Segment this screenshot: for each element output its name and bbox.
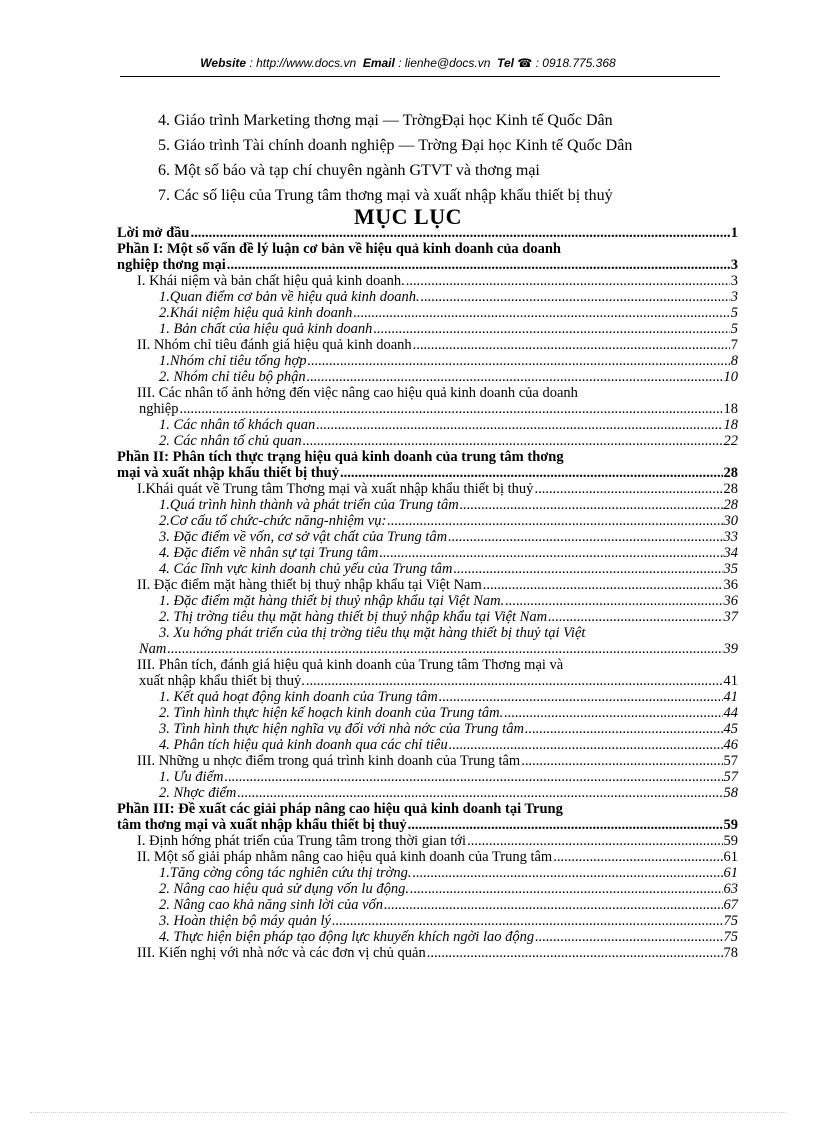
website-value[interactable]: : http://www.docs.vn bbox=[249, 56, 357, 70]
toc-entry[interactable]: 2. Nâng cao khả năng sinh lời của vốn ..... 67 bbox=[117, 897, 738, 913]
email-label: Email bbox=[362, 56, 395, 70]
toc-entry[interactable]: 2.Cơ cấu tổ chức-chức năng-nhiệm vụ: ..... 30 bbox=[117, 513, 738, 529]
toc-entry[interactable]: 1.Nhóm chỉ tiêu tổng hợp ..... 8 bbox=[117, 353, 738, 369]
toc-entry[interactable]: 2. Nâng cao hiệu quả sử dụng vốn lu động. ..... 63 bbox=[117, 881, 738, 897]
toc-entry[interactable]: 1. Ưu điểm ..... 57 bbox=[117, 769, 738, 785]
toc-entry[interactable]: 3. Tình hình thực hiện nghĩa vụ đối với nhà nớc của Trung tâm ..... 45 bbox=[117, 721, 738, 737]
toc-part-heading[interactable]: Phần III: Đề xuất các giải pháp nâng cao hiệu quả kinh doanh tại Trung bbox=[117, 801, 563, 817]
page-header bbox=[0, 56, 816, 70]
toc-entry[interactable]: Lời mở đầu ..... 1 bbox=[117, 225, 738, 241]
toc-entry[interactable]: I. Khái niệm và bản chất hiệu quả kinh doanh. ..... 3 bbox=[117, 273, 738, 289]
toc-entry[interactable]: 3. Hoàn thiện bộ máy quản lý ..... 75 bbox=[117, 913, 738, 929]
toc-entry[interactable]: I.Khái quát về Trung tâm Thơng mại và xuất nhập khẩu thiết bị thuỷ ..... 28 bbox=[117, 481, 738, 497]
toc-part-heading[interactable]: Phần I: Một số vấn đề lý luận cơ bản về hiệu quả kinh doanh của doanh bbox=[117, 241, 561, 257]
toc-entry[interactable]: II. Đặc điểm mặt hàng thiết bị thuỷ nhập khẩu tại Việt Nam ..... 36 bbox=[117, 577, 738, 593]
toc-title: MỤC LỤC bbox=[354, 204, 462, 229]
tel-value: : 0918.775.368 bbox=[535, 56, 616, 70]
toc-entry[interactable]: 2. Nhóm chỉ tiêu bộ phận ..... 10 bbox=[117, 369, 738, 385]
reference-item: 6. Một số báo và tạp chí chuyên ngành GTVT và thơng mại bbox=[158, 162, 540, 179]
toc-entry[interactable]: 1.Quan điểm cơ bản về hiệu quả kinh doanh. ..... 3 bbox=[117, 289, 738, 305]
toc-entry[interactable]: xuất nhập khẩu thiết bị thuỷ. ..... 41 bbox=[117, 673, 738, 689]
toc-entry[interactable]: nghiệp ..... 18 bbox=[117, 401, 738, 417]
toc-entry-line[interactable]: 3. Xu hớng phát triển của thị trờng tiêu thụ mặt hàng thiết bị thuỷ tại Việt bbox=[159, 625, 586, 641]
toc-part-heading[interactable]: Phần II: Phân tích thực trạng hiệu quả kinh doanh của trung tâm thơng bbox=[117, 449, 564, 465]
toc-entry[interactable]: II. Nhóm chỉ tiêu đánh giá hiệu quả kinh doanh ..... 7 bbox=[117, 337, 738, 353]
toc-entry[interactable]: II. Một số giải pháp nhằm nâng cao hiệu quả kinh doanh của Trung tâm ..... 61 bbox=[117, 849, 738, 865]
toc-entry[interactable]: 2. Tình hình thực hiện kế hoạch kinh doanh của Trung tâm. ..... 44 bbox=[117, 705, 738, 721]
reference-list bbox=[158, 108, 758, 208]
toc-entry[interactable]: Nam ..... 39 bbox=[117, 641, 738, 657]
toc-entry[interactable]: 2. Thị trờng tiêu thụ mặt hàng thiết bị thuỷ nhập khẩu tại Việt Nam ..... 37 bbox=[117, 609, 738, 625]
tel-label: Tel ☎ bbox=[497, 56, 533, 70]
toc-entry[interactable]: 1.Quá trình hình thành và phát triển của Trung tâm ..... 28 bbox=[117, 497, 738, 513]
toc-entry[interactable]: 1. Đặc điểm mặt hàng thiết bị thuỷ nhập khẩu tại Việt Nam. ..... 36 bbox=[117, 593, 738, 609]
header-divider bbox=[120, 76, 720, 77]
toc-entry-line[interactable]: III. Các nhân tố ảnh hởng đến việc nâng cao hiệu quả kinh doanh của doanh bbox=[137, 385, 578, 401]
toc-entry[interactable]: mại và xuất nhập khẩu thiết bị thuỷ ..... 28 bbox=[117, 465, 738, 481]
toc-entry[interactable]: III. Kiến nghị với nhà nớc và các đơn vị chủ quản ..... 78 bbox=[117, 945, 738, 961]
reference-item: 5. Giáo trình Tài chính doanh nghiệp — Trờng Đại học Kinh tế Quốc Dân bbox=[158, 137, 633, 154]
footer-divider bbox=[30, 1112, 786, 1113]
email-value[interactable]: : lienhe@docs.vn bbox=[398, 56, 491, 70]
toc-entry[interactable]: I. Định hớng phát triển của Trung tâm trong thời gian tới ..... 59 bbox=[117, 833, 738, 849]
reference-item: 4. Giáo trình Marketing thơng mại — TrờngĐại học Kinh tế Quốc Dân bbox=[158, 112, 613, 129]
toc-entry[interactable]: 4. Thực hiện biện pháp tạo động lực khuyến khích ngời lao động ..... 75 bbox=[117, 929, 738, 945]
toc-entry[interactable]: 4. Các lĩnh vực kinh doanh chủ yếu của Trung tâm ..... 35 bbox=[117, 561, 738, 577]
toc-entry-line[interactable]: III. Phân tích, đánh giá hiệu quả kinh doanh của Trung tâm Thơng mại và bbox=[137, 657, 564, 673]
website-label: Website bbox=[200, 56, 247, 70]
toc-entry[interactable]: 4. Phân tích hiệu quả kinh doanh qua các chỉ tiêu ..... 46 bbox=[117, 737, 738, 753]
toc-entry[interactable]: 3. Đặc điểm về vốn, cơ sở vật chất của Trung tâm ..... 33 bbox=[117, 529, 738, 545]
toc-entry[interactable]: III. Những u nhợc điểm trong quá trình kinh doanh của Trung tâm ..... 57 bbox=[117, 753, 738, 769]
toc-entry[interactable]: 1. Các nhân tố khách quan ..... 18 bbox=[117, 417, 738, 433]
toc-entry[interactable]: 1.Tăng cờng công tác nghiên cứu thị trờng. ..... 61 bbox=[117, 865, 738, 881]
reference-item: 7. Các số liệu của Trung tâm thơng mại và xuất nhập khẩu thiết bị thuỷ bbox=[158, 187, 613, 204]
toc-entry[interactable]: nghiệp thơng mại ..... 3 bbox=[117, 257, 738, 273]
toc-entry[interactable]: tâm thơng mại và xuất nhập khẩu thiết bị thuỷ ..... 59 bbox=[117, 817, 738, 833]
toc-entry[interactable]: 1. Bản chất của hiệu quả kinh doanh ..... 5 bbox=[117, 321, 738, 337]
toc-entry[interactable]: 2.Khái niệm hiệu quả kinh doanh ..... 5 bbox=[117, 305, 738, 321]
toc-entry[interactable]: 4. Đặc điểm về nhân sự tại Trung tâm ..... 34 bbox=[117, 545, 738, 561]
toc-entry[interactable]: 1. Kết quả hoạt động kinh doanh của Trung tâm ..... 41 bbox=[117, 689, 738, 705]
table-of-contents bbox=[117, 225, 738, 961]
toc-entry[interactable]: 2. Các nhân tố chủ quan ..... 22 bbox=[117, 433, 738, 449]
toc-entry[interactable]: 2. Nhợc điểm ..... 58 bbox=[117, 785, 738, 801]
